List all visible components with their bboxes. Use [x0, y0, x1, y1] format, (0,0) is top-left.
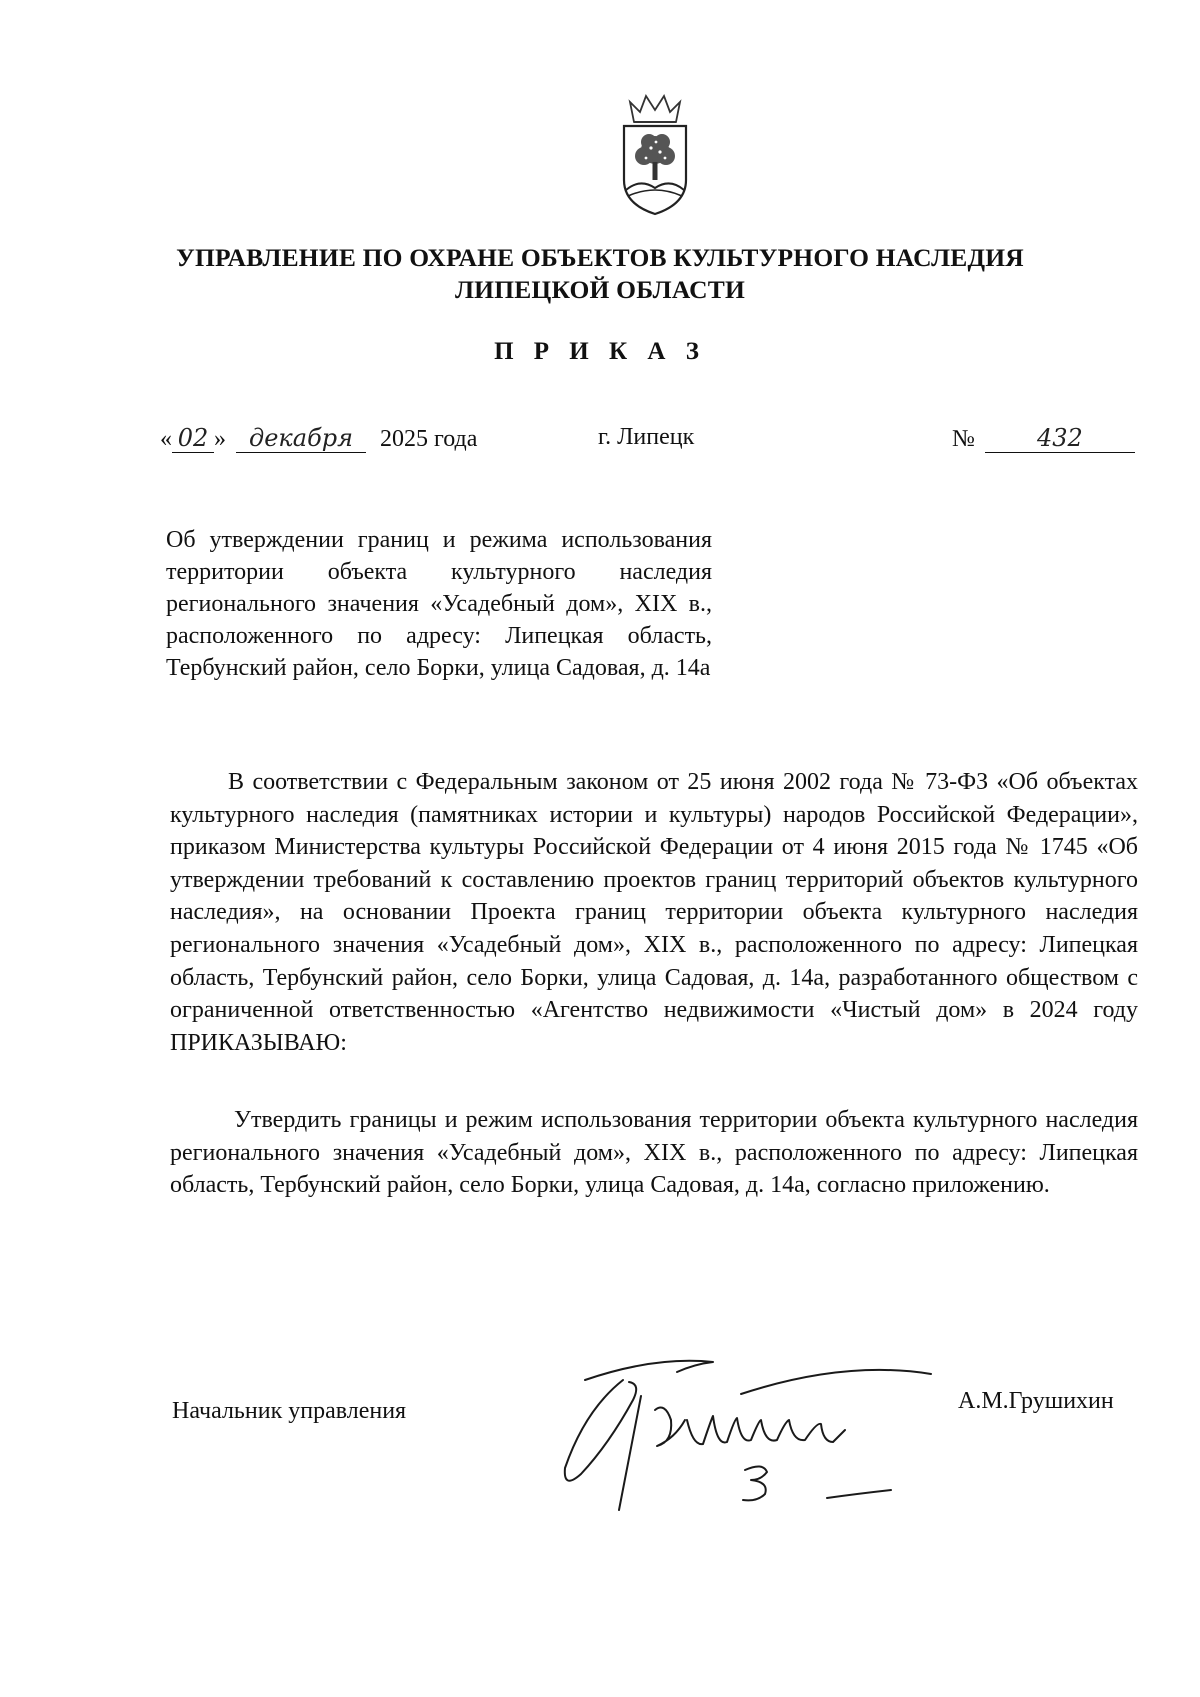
number-value: 432 [985, 424, 1135, 453]
handwritten-signature-icon [545, 1350, 965, 1520]
order-city: г. Липецк [598, 424, 695, 450]
date-number-line [0, 424, 1200, 464]
signer-position: Начальник управления [172, 1398, 407, 1424]
order-year: 2025 года [380, 426, 478, 452]
preamble-paragraph: В соответствии с Федеральным законом от 25 июня 2002 года № 73-ФЗ «Об объектах культурного наследия (памятниках истории и культуры) народов Российской Федерации», приказом Министерства культуры Российской Федерации от 4 июня 2015 года № 1745 «Об утверждении требований к составлению проектов границ территорий объектов культурного наследия», на основании Проекта границ территории объекта культурного наследия регионального значения «Усадебный дом», XIX в., расположенного по адресу: Липецкая область, Тербунский район, село Борки, улица Садовая, д. 14а, разработанного обществом с ограниченной ответственностью «Агентство недвижимости «Чистый дом» в 2024 году ПРИКАЗЫВАЮ: [170, 769, 1138, 1056]
agency-name-line2: ЛИПЕЦКОЙ ОБЛАСТИ [454, 275, 746, 304]
agency-name [120, 242, 1080, 306]
resolution-paragraph: Утвердить границы и режим использования территории объекта культурного наследия регионального значения «Усадебный дом», XIX в., расположенного по адресу: Липецкая область, Тербунский район, село Борки, улица Садовая, д. 14а, согласно приложению. [170, 1107, 1138, 1199]
coat-of-arms-icon [616, 92, 694, 216]
close-quote: » [214, 426, 226, 452]
order-day: 02 [172, 424, 214, 453]
open-quote: « [160, 426, 172, 452]
order-date [160, 424, 477, 453]
order-number [952, 424, 1135, 453]
signer-name: А.М.Грушихин [958, 1388, 1114, 1414]
order-month: декабря [236, 424, 366, 453]
number-label: № [952, 426, 975, 452]
document-type: П Р И К А З [494, 338, 706, 365]
order-subject: Об утверждении границ и режима использования территории объекта культурного наследия регионального значения «Усадебный дом», XIX в., расположенного по адресу: Липецкая область, Тербунский район, село Борки, улица Садовая, д. 14а [166, 527, 712, 681]
agency-name-line1: УПРАВЛЕНИЕ ПО ОХРАНЕ ОБЪЕКТОВ КУЛЬТУРНОГО НАСЛЕДИЯ [176, 243, 1024, 272]
